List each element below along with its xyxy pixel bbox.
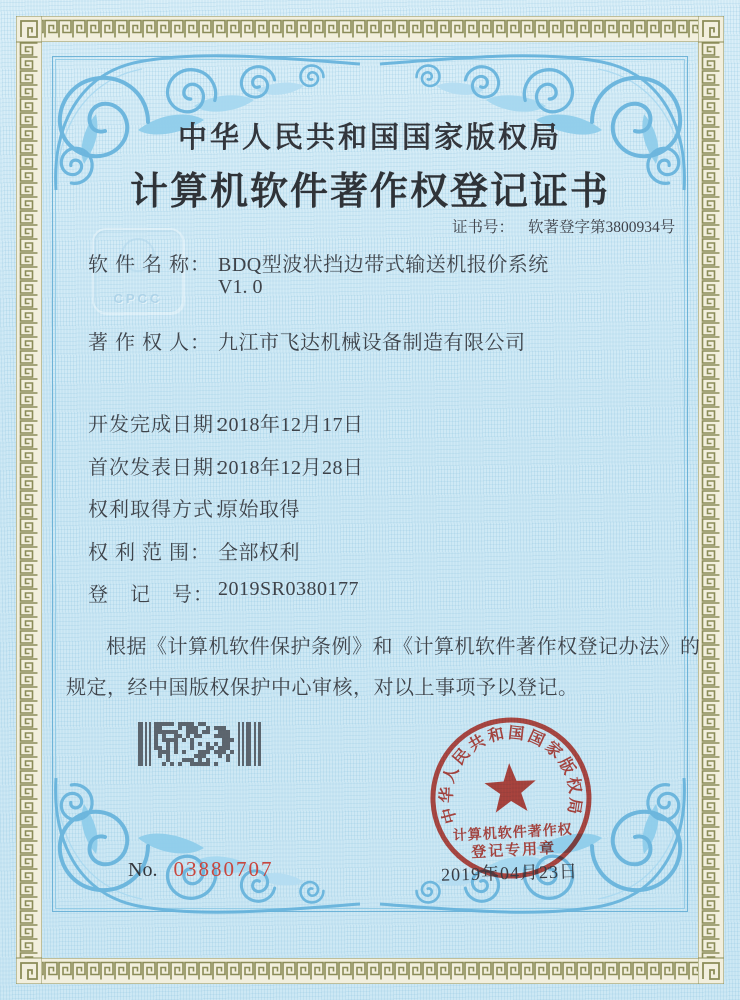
field-value: 2019SR0380177: [218, 578, 359, 600]
field-label: 权 利 范 围：: [88, 542, 211, 564]
field-row-software-name: [0, 248, 740, 298]
field-label: 开发完成日期：: [88, 414, 235, 436]
field-label: 权利取得方式：: [88, 499, 235, 521]
seal-text-line1: 计算机软件著作权: [452, 822, 574, 845]
field-row-rights-acquisition: [0, 493, 740, 523]
certificate-number-value: 软著登字第3800934号: [528, 219, 676, 236]
serial-number-line: [128, 857, 273, 882]
field-label: 软 件 名 称：: [88, 254, 211, 276]
field-row-dev-complete-date: [0, 408, 740, 438]
border-corner-tile: [16, 16, 42, 42]
statement-line-1: 根据《计算机软件保护条例》和《计算机软件著作权登记办法》的: [106, 636, 701, 658]
field-row-first-publish-date: [0, 451, 740, 481]
seal-date: 2019年04月23日: [440, 861, 579, 885]
border-corner-tile: [698, 958, 724, 984]
field-value: 2018年12月17日: [218, 414, 364, 436]
field-value: 2018年12月28日: [218, 457, 364, 479]
barcode: [138, 721, 266, 767]
authority-title: 中华人民共和国国家版权局: [177, 122, 562, 154]
field-row-registration-number: [0, 578, 740, 608]
certificate-title: 计算机软件著作权登记证书: [129, 171, 610, 213]
emboss-cpcc-text: CPCC: [113, 291, 163, 306]
certificate-number-line: [452, 215, 675, 237]
field-value: 全部权利: [218, 542, 300, 564]
border-corner-tile: [698, 16, 724, 42]
field-row-copyright-owner: [0, 326, 740, 356]
certificate-number-label: 证书号：: [452, 219, 515, 236]
seal-ring-text: 中华人民共和国国家版权局: [438, 724, 584, 826]
seal-text-line2: 登记专用章: [470, 840, 557, 862]
serial-label: No.: [128, 859, 158, 881]
field-value: 九江市飞达机械设备制造有限公司: [218, 332, 526, 354]
seal-star-icon: [483, 762, 537, 813]
field-label: 著 作 权 人：: [88, 332, 211, 354]
corner-flourish-icon: [42, 774, 362, 924]
serial-number: 03880707: [173, 857, 274, 881]
field-label: 登 记 号：: [88, 584, 214, 606]
statement-line-2: 规定，经中国版权保护中心审核，对以上事项予以登记。: [66, 677, 579, 699]
field-value: 原始取得: [218, 499, 300, 521]
registration-statement: [66, 627, 701, 709]
field-value-version: V1. 0: [218, 276, 263, 298]
field-label: 首次发表日期：: [88, 457, 235, 479]
greek-key-border-bottom: [16, 958, 724, 984]
field-row-rights-scope: [0, 536, 740, 566]
greek-key-border-top: [16, 16, 724, 42]
border-corner-tile: [16, 958, 42, 984]
field-value: BDQ型波状挡边带式输送机报价系统: [218, 254, 549, 276]
